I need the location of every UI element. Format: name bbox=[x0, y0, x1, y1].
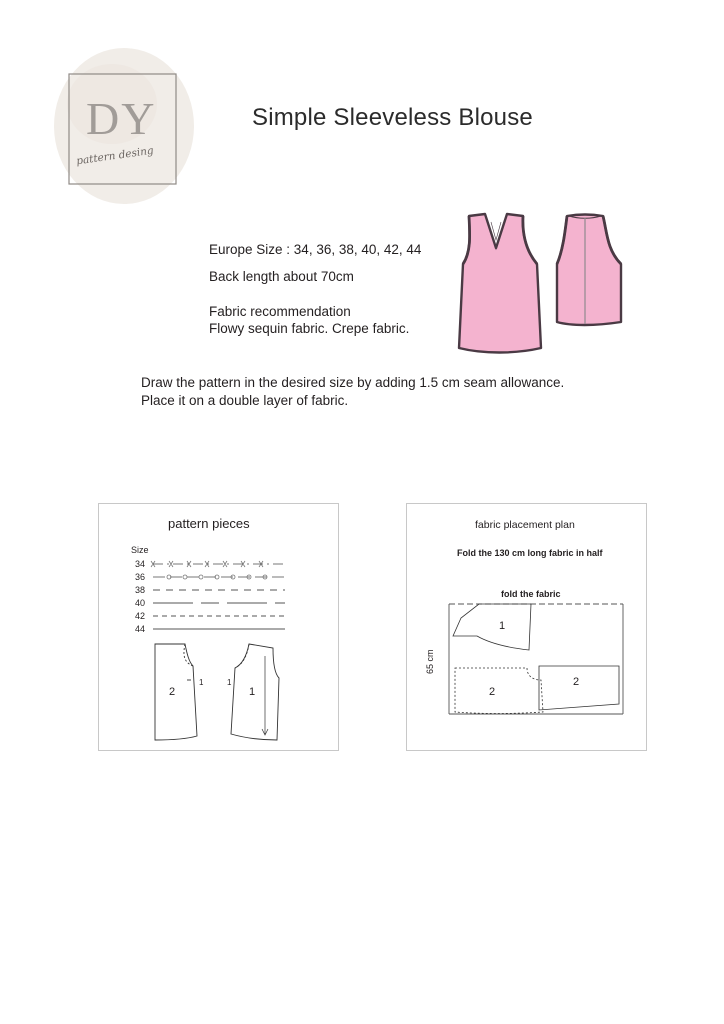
blouse-illustrations bbox=[455, 208, 630, 358]
size-legend-label-34: 34 bbox=[135, 559, 146, 569]
placement-piece-front bbox=[453, 604, 531, 650]
piece-number-front: 1 bbox=[249, 686, 256, 698]
size-legend-label-40: 40 bbox=[135, 598, 146, 608]
placement-piece-back-dashed bbox=[455, 668, 543, 714]
placement-subtitle: Fold the 130 cm long fabric in half bbox=[457, 548, 603, 558]
fabric-outline bbox=[449, 604, 623, 714]
placement-label-piece-1: 1 bbox=[499, 620, 506, 632]
blouse-front-illustration bbox=[459, 214, 541, 353]
logo-monogram: DY bbox=[86, 93, 157, 144]
size-line-styles bbox=[149, 560, 289, 636]
logo bbox=[52, 44, 202, 204]
size-legend-label-44: 44 bbox=[135, 624, 146, 634]
placement-label-piece-2-solid: 2 bbox=[573, 676, 580, 688]
fabric-heading: Fabric recommendation bbox=[209, 304, 351, 319]
logo-tagline: pattern desing bbox=[75, 144, 155, 168]
fabric-height-label: 65 cm bbox=[425, 649, 435, 674]
size-legend-label-42: 42 bbox=[135, 611, 146, 621]
size-legend-label-36: 36 bbox=[135, 572, 146, 582]
placement-label-piece-2-dashed: 2 bbox=[489, 686, 496, 698]
instruction-double-layer: Place it on a double layer of fabric. bbox=[141, 393, 349, 408]
size-range: Europe Size : 34, 36, 38, 40, 42, 44 bbox=[209, 242, 422, 257]
back-length: Back length about 70cm bbox=[209, 269, 354, 284]
notch-label-back: 1 bbox=[199, 678, 204, 687]
placement-diagram bbox=[447, 600, 627, 718]
fabric-types: Flowy sequin fabric. Crepe fabric. bbox=[209, 321, 410, 336]
page-title: Simple Sleeveless Blouse bbox=[252, 104, 533, 131]
size-legend-heading: Size bbox=[131, 545, 149, 555]
pattern-pieces-panel bbox=[98, 503, 339, 751]
pattern-pieces-title: pattern pieces bbox=[168, 516, 250, 531]
instruction-seam-allowance: Draw the pattern in the desired size by adding 1.5 cm seam allowance. bbox=[141, 375, 565, 390]
pattern-piece-back bbox=[155, 644, 197, 740]
fabric-placement-panel bbox=[406, 503, 647, 751]
placement-title: fabric placement plan bbox=[475, 519, 575, 531]
notch-label-front: 1 bbox=[227, 678, 232, 687]
piece-number-back: 2 bbox=[169, 686, 176, 698]
fold-label: fold the fabric bbox=[501, 589, 561, 599]
size-legend-label-38: 38 bbox=[135, 585, 146, 595]
blouse-back-illustration bbox=[557, 215, 621, 326]
placement-piece-back-solid bbox=[539, 666, 619, 710]
